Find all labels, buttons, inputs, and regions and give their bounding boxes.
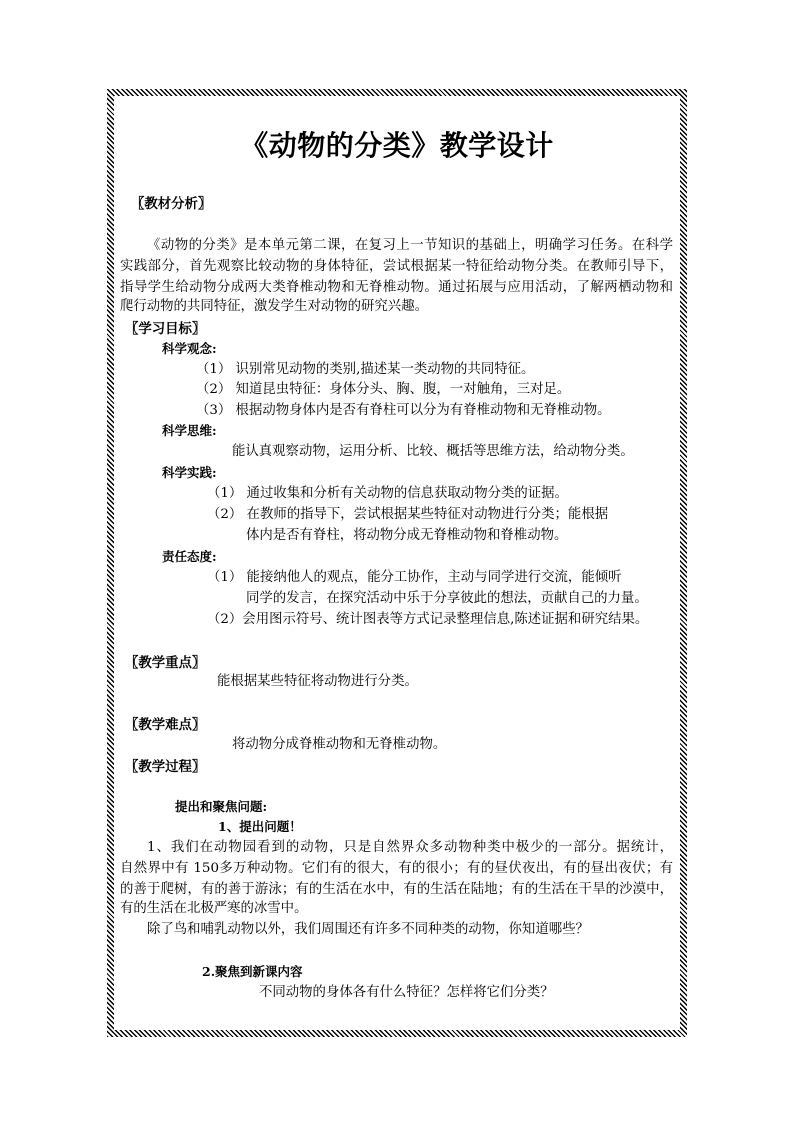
material-line-3: 指导学生给动物分成两大类脊椎动物和无脊椎动物。通过拓展与应用活动，了解两栖动物和 [120,280,673,295]
step2-text: 不同动物的身体各有什么特征？怎样将它们分类？ [259,985,554,1000]
step1-heading: 1、提出问题！ [218,819,302,834]
concept-label: 科学观念: [162,341,217,356]
section-heading-material: 〖教材分析〗 [131,196,212,212]
concept-item-2: （2） 知道昆虫特征：身体分头、胸、腹，一对触角，三对足。 [196,382,571,397]
document-title: 《动物的分类》教学设计 [240,129,554,162]
practice-item-1: （1） 通过收集和分析有关动物的信息获取动物分类的证据。 [207,486,568,501]
material-line-2: 实践部分，首先观察比较动物的身体特征，尝试根据某一特征给动物分类。在教师引导下， [120,259,673,274]
material-line-4: 爬行动物的共同特征，激发学生对动物的研究兴趣。 [120,299,428,314]
attitude-item-1: （1） 能接纳他人的观点，能分工协作，主动与同学进行交流，能倾听 [207,570,622,585]
step1-question: 除了鸟和哺乳动物以外，我们周围还有许多不同种类的动物，你知道哪些？ [147,922,589,937]
attitude-item-2: （2）会用图示符号、统计图表等方式记录整理信息,陈述证据和研究结果。 [207,612,649,627]
step1-line-4: 有的生活在北极严寒的冰雪中。 [120,901,308,916]
attitude-label: 责任态度: [162,549,217,564]
step2-heading: 2.聚焦到新课内容 [202,964,303,979]
step1-line-3: 的善于爬树，有的善于游泳；有的生活在水中，有的生活在陆地；有的生活在干旱的沙漠中， [120,882,673,897]
process-sub-heading: 提出和聚焦问题: [175,799,268,814]
thinking-label: 科学思维: [162,423,217,438]
practice-item-2-cont: 体内是否有脊柱，将动物分成无脊椎动物和脊椎动物。 [246,528,568,543]
step1-line-2: 自然界中有 150多万种动物。它们有的很大，有的很小；有的昼伏夜出，有的昼出夜伏；有 [120,861,673,876]
step1-line-1: 1、我们在动物园看到的动物，只是自然界众多动物种类中极少的一部分。据统计， [147,840,673,855]
section-heading-difficulty: 〖教学难点〗 [125,717,206,733]
difficulty-text: 将动物分成脊椎动物和无脊椎动物。 [232,737,447,752]
key-point-text: 能根据某些特征将动物进行分类。 [217,674,418,689]
thinking-text: 能认真观察动物，运用分析、比较、概括等思维方法，给动物分类。 [232,444,634,459]
attitude-item-1-cont: 同学的发言，在探究活动中乐于分享彼此的想法，贡献自己的力量。 [246,591,648,606]
section-heading-key-point: 〖教学重点〗 [125,655,206,671]
material-line-1: 《动物的分类》是本单元第二课，在复习上一节知识的基础上，明确学习任务。在科学 [147,238,673,253]
concept-item-3: （3） 根据动物身体内是否有脊柱可以分为有脊椎动物和无脊椎动物。 [196,403,611,418]
practice-label: 科学实践: [162,465,217,480]
concept-item-1: （1） 识别常见动物的类别,描述某一类动物的共同特征。 [196,362,535,377]
section-heading-goals: 〖学习目标〗 [125,321,206,337]
practice-item-2: （2） 在教师的指导下，尝试根据某些特征对动物进行分类；能根据 [207,507,609,522]
section-heading-process: 〖教学过程〗 [125,759,206,775]
